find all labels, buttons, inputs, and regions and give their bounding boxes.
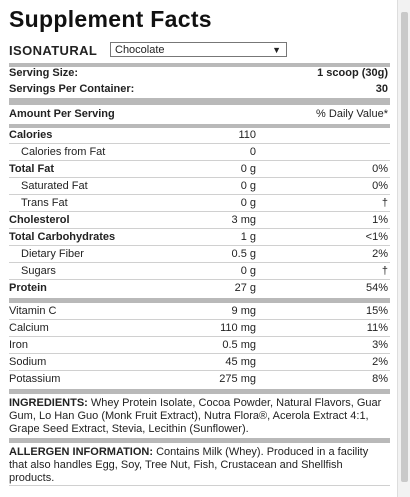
nutrient-amount: 0.5 mg [222,339,256,351]
nutrient-daily-value: 2% [372,356,388,368]
nutrient-daily-value: 2% [372,248,388,260]
nutrient-amount: 0 g [240,197,256,209]
nutrient-amount: 0 g [240,163,256,175]
nutrient-amount: 27 g [234,282,256,294]
nutrient-daily-value: † [381,265,388,277]
nutrient-amount: 0.5 g [231,248,256,260]
servings-per-container-label: Servings Per Container: [9,83,135,95]
column-header [9,106,390,123]
nutrient-daily-value: 15% [365,305,388,317]
amount-per-serving-header: Amount Per Serving [9,108,115,120]
nutrient-name: Total Fat [9,163,55,175]
ingredients-text [9,397,389,436]
table-row [9,161,390,178]
table-row [9,178,390,195]
nutrient-name: Potassium [9,373,61,385]
nutrient-amount: 0 g [240,180,256,192]
servings-per-container-row [9,81,390,98]
allergen-label: ALLERGEN INFORMATION: [9,446,154,458]
table-row [9,127,390,144]
nutrient-daily-value: 3% [372,339,388,351]
table-row [9,337,390,354]
daily-value-header: % Daily Value* [316,108,388,120]
ingredients-rule [9,389,390,394]
nutrient-name: Total Carbohydrates [9,231,116,243]
allergen-list: Contains Milk (Whey). Produced in a facility that also handles Egg, Soy, Tree Nut, Fish, Crustacean and Shellfish products. [9,446,369,484]
nutrient-daily-value: 1% [372,214,388,226]
serving-size-row [9,65,390,82]
nutrient-daily-value: 8% [372,373,388,385]
nutrient-amount: 110 [238,129,256,141]
nutrient-name: Trans Fat [21,197,68,209]
serving-size-value: 1 scoop (30g) [317,67,388,79]
table-row [9,303,390,320]
nutrient-amount: 0 [249,146,256,158]
nutrient-amount: 45 mg [225,356,256,368]
flavor-select[interactable] [110,42,287,57]
table-row [9,229,390,246]
chevron-down-icon: ▼ [272,45,281,55]
nutrient-amount: 1 g [240,231,256,243]
nutrient-daily-value: 11% [366,322,388,334]
table-row [9,263,390,280]
nutrient-daily-value: <1% [365,231,388,243]
scrollbar-thumb[interactable] [401,12,408,482]
nutrient-amount: 275 mg [219,373,256,385]
nutrient-name: Vitamin C [9,305,57,317]
nutrient-amount: 3 mg [231,214,256,226]
nutrient-daily-value: 0% [372,163,388,175]
bottom-rule [9,485,390,486]
nutrient-name: Sodium [9,356,47,368]
table-row [9,144,390,161]
nutrient-name: Calories from Fat [21,146,106,158]
nutrient-amount: 9 mg [231,305,256,317]
nutrient-name: Cholesterol [9,214,70,226]
allergen-rule [9,438,390,443]
nutrient-amount: 0 g [240,265,256,277]
servings-per-container-value: 30 [375,83,388,95]
nutrient-name: Saturated Fat [21,180,88,192]
table-row [9,280,390,297]
nutrient-name: Protein [9,282,47,294]
table-row [9,246,390,263]
nutrient-daily-value: 0% [372,180,388,192]
allergen-text [9,446,389,485]
ingredients-label: INGREDIENTS: [9,397,88,409]
nutrient-daily-value: 54% [365,282,388,294]
nutrient-amount: 110 mg [220,322,256,334]
product-name: ISONATURAL [9,43,98,58]
table-row [9,354,390,371]
nutrient-name: Iron [9,339,28,351]
nutrient-name: Sugars [21,265,56,277]
ingredients-list: Whey Protein Isolate, Cocoa Powder, Natural Flavors, Guar Gum, Lo Han Guo (Monk Fruit Extract), Nutra Flora®, Acerola Extract 4:1, Grape Seed Extract, Stevia, Lecithin (Sunflower). [9,397,382,435]
table-row [9,371,390,388]
table-row [9,212,390,229]
nutrient-name: Calcium [9,322,49,334]
table-row [9,320,390,337]
nutrient-daily-value: † [381,197,388,209]
flavor-select-value: Chocolate [115,44,165,56]
thick-rule [9,98,390,105]
serving-size-label: Serving Size: [9,67,79,79]
page-title: Supplement Facts [9,6,212,32]
nutrient-name: Dietary Fiber [21,248,84,260]
nutrient-name: Calories [9,129,53,141]
table-row [9,195,390,212]
